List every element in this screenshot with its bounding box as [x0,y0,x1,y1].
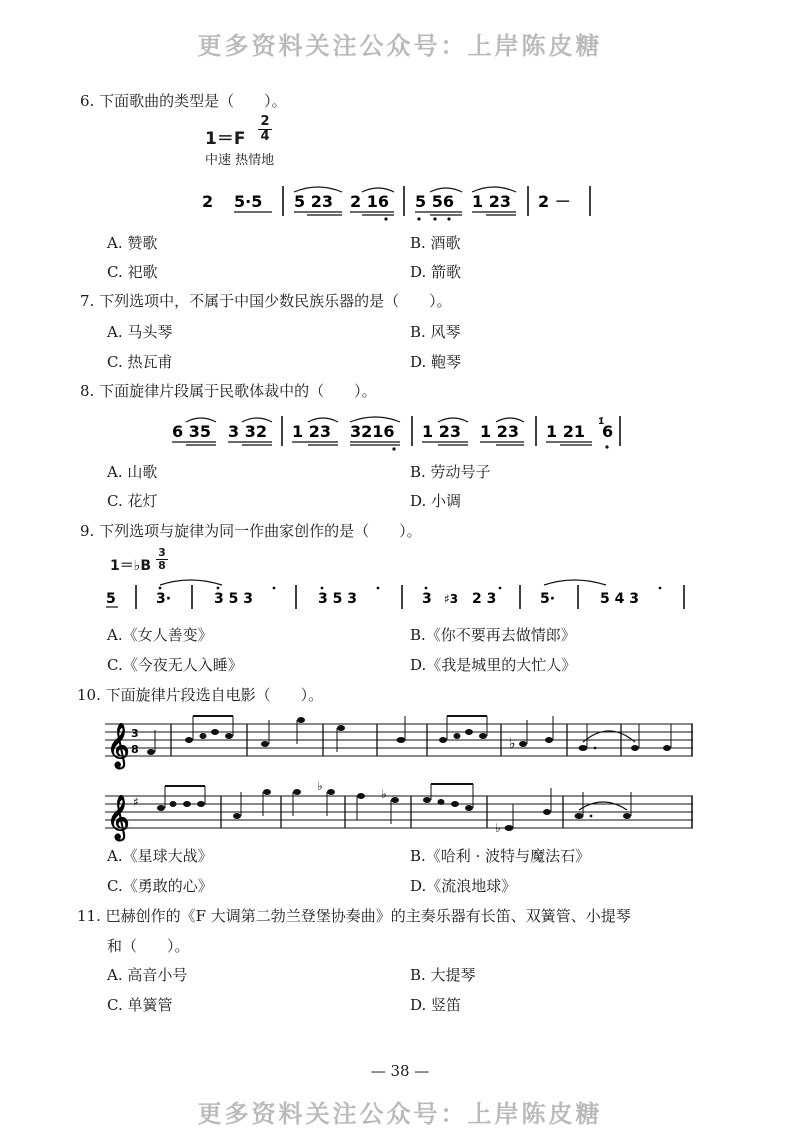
q9-note-4: 3 5 3 [318,591,357,607]
q9-meter [156,547,168,572]
q9-key: 1＝♭B [110,558,152,574]
q8-note-2: 3 32 [228,422,267,441]
q6-note-3: 5 23 [294,192,333,211]
q6-meter [258,115,272,144]
q11-stem-line1: 11. 巴赫创作的《F 大调第二勃兰登堡协奏曲》的主奏乐器有长笛、双簧管、小提琴 [77,907,631,925]
q10-option-a[interactable]: A.《星球大战》 [107,847,213,865]
q8-note-5: 1 23 [422,422,461,441]
q6-tempo: 中速 热情地 [205,153,275,168]
q9-option-d[interactable]: D.《我是城里的大忙人》 [410,656,577,674]
q7-option-a[interactable]: A. 马头琴 [107,323,173,341]
q6-notation [190,178,610,222]
q7-option-d[interactable]: D. 鞄琴 [410,353,462,371]
q9-option-c[interactable]: C.《今夜无人入睡》 [107,656,243,674]
q8-stem: 8. 下面旋律片段属于民歌体裁中的（ ）。 [80,382,377,400]
q8-option-b[interactable]: B. 劳动号子 [410,463,491,481]
q8-notation [162,410,642,452]
page-number: — 38 — [370,1062,430,1080]
q6-option-c[interactable]: C. 祀歌 [107,263,158,281]
q9-note-3: 3 5 3 [214,591,253,607]
watermark-top: 更多资料关注公众号：上岸陈皮糖 [197,32,603,60]
q9-option-a[interactable]: A.《女人善变》 [107,626,213,644]
q10-option-c[interactable]: C.《勇敢的心》 [107,877,213,895]
q9-notation [100,575,700,619]
q11-option-a[interactable]: A. 高音小号 [107,966,188,984]
q9-note-1: 5 [106,591,116,607]
q6-meter-bottom: 4 [258,129,272,144]
q11-option-c[interactable]: C. 单簧管 [107,996,173,1014]
svg-text:♭: ♭ [495,821,501,835]
q9-meter-bottom: 8 [156,559,168,572]
q7-option-c[interactable]: C. 热瓦甫 [107,353,173,371]
q6-note-1: 2 [202,192,214,211]
watermark-bottom: 更多资料关注公众号：上岸陈皮糖 [197,1100,603,1128]
q9-note-8: 5· [540,591,556,607]
q8-note-1: 6 35 [172,422,211,441]
q11-option-b[interactable]: B. 大提琴 [410,966,476,984]
q8-note-7: 1 21 [546,422,585,441]
q6-option-d[interactable]: D. 箭歌 [410,263,462,281]
q8-note-4: 3216 [350,422,395,441]
q10-treble-clef-2: 𝄞 [107,795,130,839]
q9-stem: 9. 下列选项与旋律为同一作曲家创作的是（ ）。 [80,522,422,540]
q9-note-9: 5 4 3 [600,591,639,607]
q8-note-6: 1 23 [480,422,519,441]
q6-note-7: 2 － [538,192,571,211]
q6-note-6: 1 23 [472,192,511,211]
svg-text:♭: ♭ [317,780,323,793]
q9-note-2: 3· [156,591,172,607]
q7-stem: 7. 下列选项中，不属于中国少数民族乐器的是（ ）。 [80,292,452,310]
q6-option-a[interactable]: A. 赞歌 [107,234,158,252]
q6-option-b[interactable]: B. 酒歌 [410,234,461,252]
q8-option-c[interactable]: C. 花灯 [107,492,158,510]
q6-key: 1＝F [205,129,246,149]
q10-option-d[interactable]: D.《流浪地球》 [410,877,517,895]
svg-text:♯: ♯ [133,795,139,809]
q9-option-b[interactable]: B.《你不要再去做情郎》 [410,626,576,644]
svg-text:♭: ♭ [381,787,387,801]
q10-staff-1 [105,708,695,772]
q8-option-a[interactable]: A. 山歌 [107,463,158,481]
q8-grace-note: 1̇ [598,417,605,427]
q10-option-b[interactable]: B.《哈利 · 波特与魔法石》 [410,847,591,865]
q6-stem: 6. 下面歌曲的类型是（ ）。 [80,92,287,110]
q11-stem-line2: 和（ ）。 [107,937,190,955]
q8-option-d[interactable]: D. 小调 [410,492,462,510]
q10-stem: 10. 下面旋律片段选自电影（ ）。 [77,686,324,704]
q10-staff-2 [105,780,695,844]
q8-note-3: 1 23 [292,422,331,441]
q6-meter-top: 2 [260,114,270,129]
q10-meter-top: 3 [131,727,139,740]
q6-note-2: 5·5 [234,192,263,211]
q10-meter-bottom: 8 [131,743,139,756]
q9-note-7: 2 3 [472,591,497,607]
q6-note-5: 5 56 [415,192,454,211]
q9-meter-top: 3 [158,546,166,559]
q8-note-8: 6 [602,422,614,441]
q9-note-5: 3 [422,591,432,607]
q7-option-b[interactable]: B. 风琴 [410,323,461,341]
svg-text:♭: ♭ [509,736,516,752]
q9-note-6: ♯3 [444,592,459,606]
q11-option-d[interactable]: D. 竖笛 [410,996,462,1014]
q10-treble-clef-1: 𝄞 [107,723,130,767]
q6-note-4: 2 16 [350,192,389,211]
